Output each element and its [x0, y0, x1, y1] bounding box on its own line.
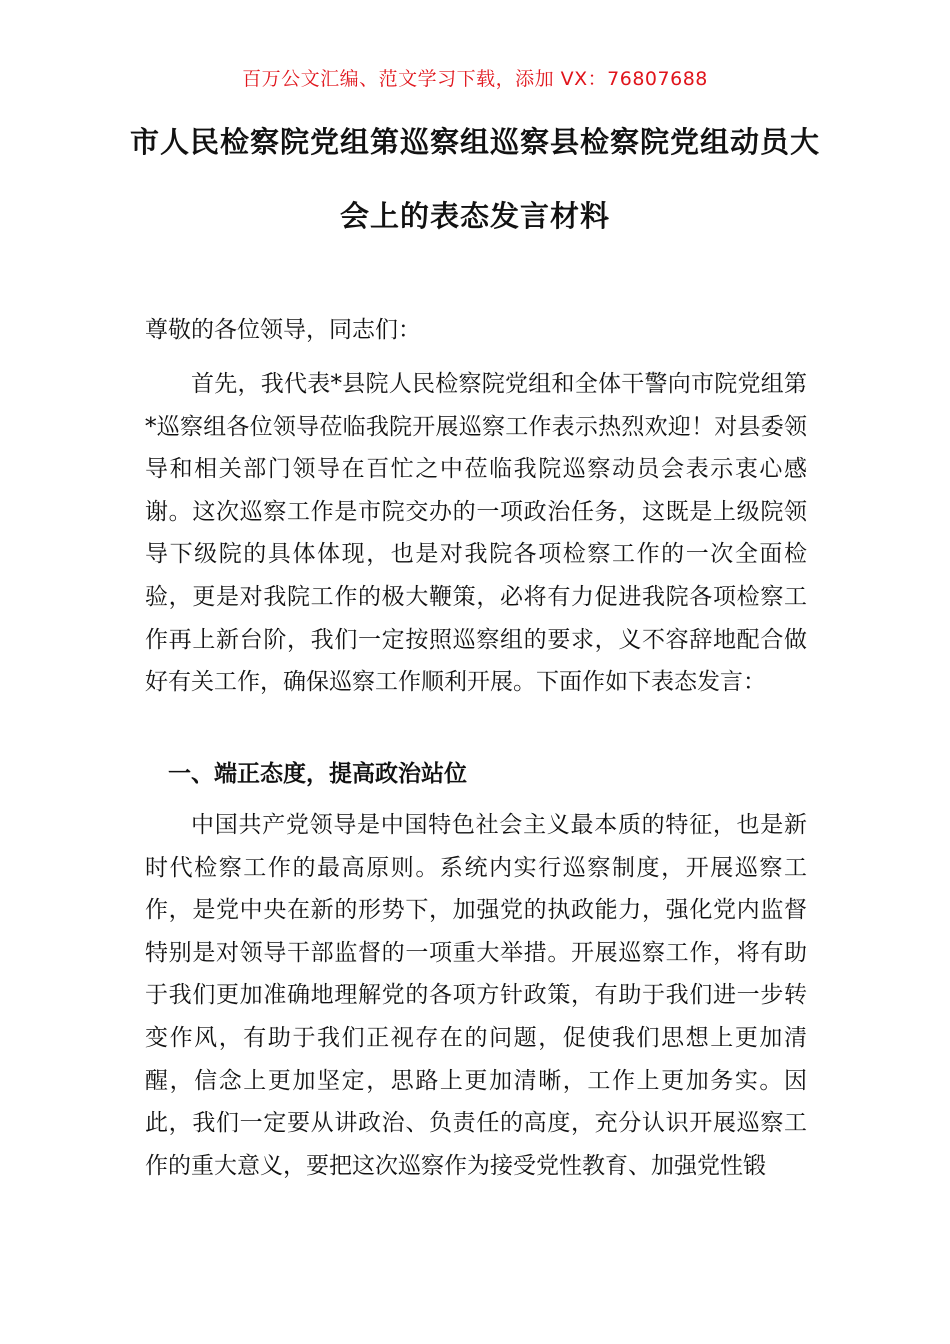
- document-title-line-2: 会上的表态发言材料: [339, 199, 610, 233]
- section-heading-1: 一、端正态度，提高政治站位: [168, 761, 467, 787]
- document-title-line-1: 市人民检察院党组第巡察组巡察县检察院党组动员大: [129, 125, 820, 159]
- paragraph-opening: 首先，我代表*县院人民检察院党组和全体干警向市院党组第*巡察组各位领导莅临我院开展巡察工作表示热烈欢迎！对县委领导和相关部门领导在百忙之中莅临我院巡察动员会表示衷心感谢。这次巡察工作是市院交办的一项政治任务，这既是上级院领导下级院的具体体现，也是对我院各项检察工作的一次全面检验，更是对我院工作的极大鞭策，必将有力促进我院各项检察工作再上新台阶，我们一定按照巡察组的要求，义不容辞地配合做好有关工作，确保巡察工作顺利开展。下面作如下表态发言：: [145, 371, 807, 696]
- paragraph-section-1: 中国共产党领导是中国特色社会主义最本质的特征，也是新时代检察工作的最高原则。系统内实行巡察制度，开展巡察工作，是党中央在新的形势下，加强党的执政能力，强化党内监督特别是对领导干部监督的一项重大举措。开展巡察工作，将有助于我们更加准确地理解党的各项方针政策，有助于我们进一步转变作风，有助于我们正视存在的问题，促使我们思想上更加清醒，信念上更加坚定，思路上更加清晰，工作上更加务实。因此，我们一定要从讲政治、负责任的高度，充分认识开展巡察工作的重大意义，要把这次巡察作为接受党性教育、加强党性锻: [145, 812, 807, 1179]
- header-watermark: 百万公文汇编、范文学习下载，添加 VX：76807688: [242, 68, 708, 90]
- salutation: 尊敬的各位领导，同志们：: [145, 317, 421, 343]
